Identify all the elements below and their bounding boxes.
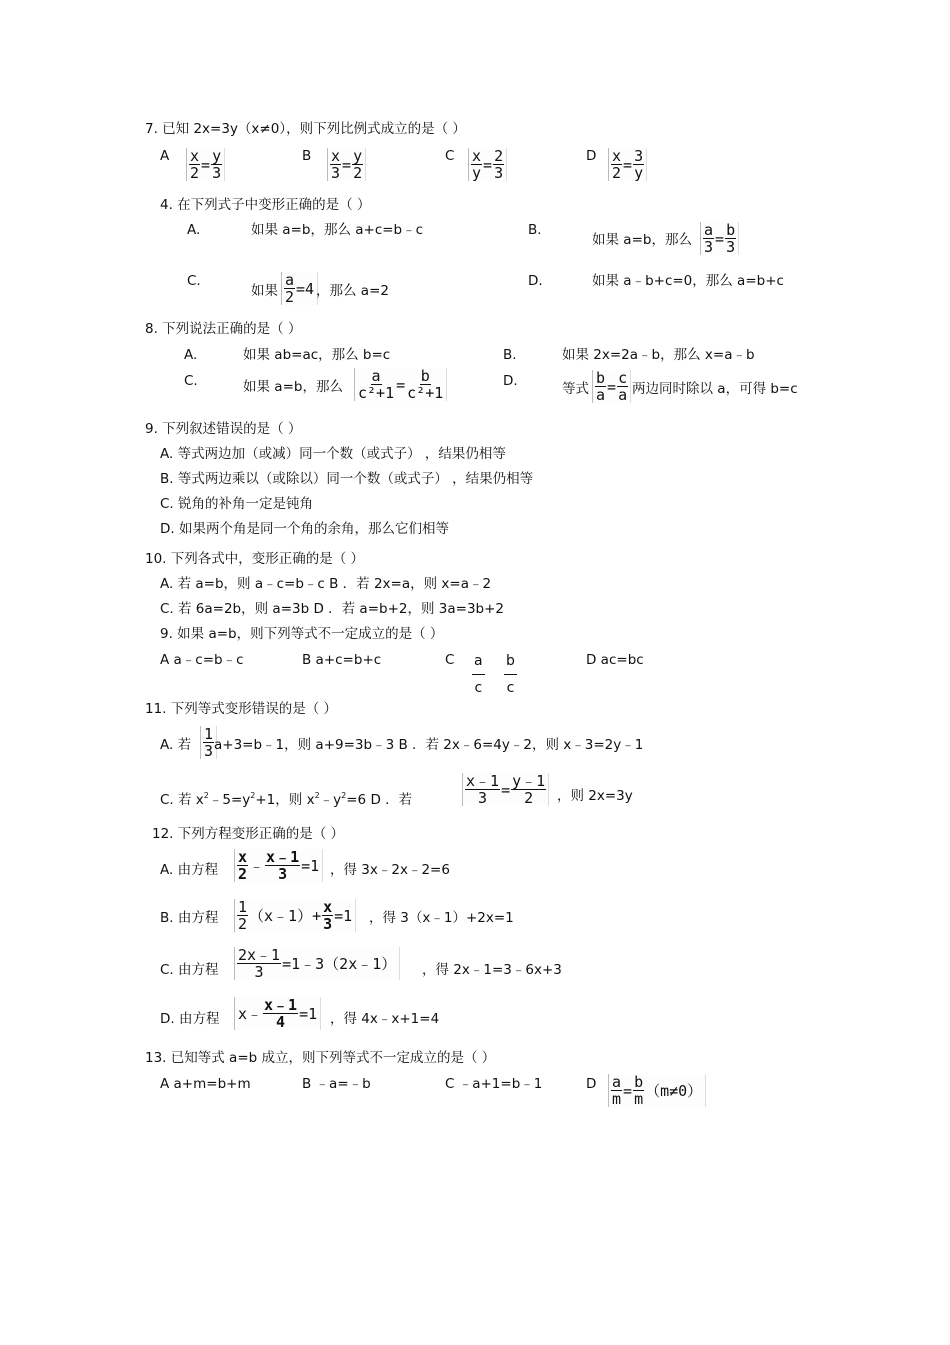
q11-d-equals: = — [501, 780, 511, 799]
q9b-stem: 9. 如果 a=b，则下列等式不一定成立的是（ ） — [160, 626, 444, 642]
q12-d-tail: =1 — [299, 1004, 318, 1023]
q13-d-equals: = — [623, 1081, 633, 1100]
q10-stem: 10. 下列各式中，变形正确的是（ ） — [145, 551, 365, 567]
q11-c-part-5: =6 D ．若 — [346, 792, 413, 808]
q4-b-numerator-2: b — [726, 221, 736, 239]
q8-option-d-label: D. — [503, 373, 518, 389]
q12-a-denominator-1: 2 — [238, 865, 248, 883]
q12-b-numerator-2: x — [323, 898, 333, 916]
q8-c-numerator-1: a — [371, 367, 381, 385]
q9b-option-c-fraction-1 — [472, 648, 485, 701]
q7-stem: 7. 已知 2x=3y（x≠0），则下列比例式成立的是（ ） — [145, 121, 466, 137]
q4-b-denominator-1: 3 — [704, 238, 714, 256]
q7-d-denominator-1: 2 — [612, 164, 622, 182]
q7-option-b-label: B — [302, 148, 312, 164]
q8-c-numerator-2: b — [420, 367, 430, 385]
q7-option-c-fraction — [468, 148, 507, 181]
q12-option-c-equation — [234, 947, 400, 980]
q4-option-b-text: 如果 a=b，那么 — [592, 232, 692, 248]
q11-c-part-1: C. 若 x — [160, 792, 204, 808]
q12-c-denominator: 3 — [254, 963, 264, 981]
q12-a-numerator-2: x﹣1 — [266, 848, 300, 866]
q9a-option-d: D. 如果两个角是同一个角的余角，那么它们相等 — [160, 521, 449, 537]
q12-option-d-prefix: D. 由方程 — [160, 1011, 220, 1027]
q11-c-exponent-4: 2 — [341, 791, 347, 800]
q11-c-exponent-3: 2 — [314, 791, 320, 800]
q4-c-numerator: a — [285, 271, 295, 289]
q11-option-a-rest: a+3=b﹣1，则 a+9=3b﹣3 B ．若 2x﹣6=4y﹣2，则 x﹣3=2y﹣1 — [214, 737, 644, 753]
q4-c-denominator: 2 — [285, 288, 295, 306]
q7-d-denominator-2: y — [634, 164, 644, 182]
q4-c-equals: =4 — [296, 279, 315, 298]
q7-d-numerator-1: x — [612, 147, 622, 165]
q8-d-denominator-2: a — [618, 386, 628, 404]
q13-option-b: B ﹣a=﹣b — [302, 1076, 371, 1092]
q11-d-denominator-1: 3 — [478, 789, 488, 807]
q12-option-a-equation — [234, 849, 323, 882]
q7-c-numerator-2: 2 — [494, 147, 504, 165]
q12-option-b-equation — [234, 899, 356, 932]
q7-b-numerator-2: y — [353, 147, 363, 165]
q7-c-equals: = — [483, 155, 493, 174]
q7-c-denominator-2: 3 — [494, 164, 504, 182]
q8-option-b-text: 如果 2x=2a﹣b，那么 x=a﹣b — [562, 347, 755, 363]
q4-option-d-text: 如果 a﹣b+c=0，那么 a=b+c — [592, 273, 784, 289]
q8-c-denominator-1: c²+1 — [358, 384, 395, 402]
q4-option-c-label: C. — [187, 273, 201, 289]
q9a-option-b: B. 等式两边乘以（或除以）同一个数（或式子） ，结果仍相等 — [160, 471, 534, 487]
q12-option-c-suffix: ，得 2x﹣1=3﹣6x+3 — [422, 962, 562, 978]
q7-option-a-label: A — [160, 148, 170, 164]
q7-c-numerator-1: x — [472, 147, 482, 165]
q12-option-b-prefix: B. 由方程 — [160, 910, 219, 926]
q4-option-c-prefix: 如果 — [251, 283, 278, 299]
q12-d-numerator: x﹣1 — [264, 996, 298, 1014]
q9b-c-denominator-2: c — [506, 680, 515, 696]
q9b-option-a: A a﹣c=b﹣c — [160, 652, 244, 668]
q7-a-numerator-2: y — [212, 147, 222, 165]
q9b-option-c-fraction-2 — [504, 648, 517, 701]
q12-b-tail: =1 — [334, 906, 353, 925]
q12-a-numerator-1: x — [238, 848, 248, 866]
q4-option-a-text: 如果 a=b，那么 a+c=b﹣c — [251, 222, 424, 238]
q13-d-numerator-1: a — [612, 1073, 622, 1091]
q8-d-denominator-1: a — [596, 386, 606, 404]
q7-a-numerator-1: x — [190, 147, 200, 165]
q7-a-equals: = — [201, 155, 211, 174]
q8-option-d-prefix: 等式 — [562, 381, 589, 397]
q8-option-c-label: C. — [184, 373, 198, 389]
q12-option-d-equation — [234, 997, 321, 1030]
q11-a-denominator: 3 — [204, 742, 214, 760]
q12-d-lead: x﹣ — [238, 1005, 263, 1023]
q12-b-denominator-2: 3 — [323, 915, 333, 933]
q7-b-numerator-1: x — [331, 147, 341, 165]
q12-stem: 12. 下列方程变形正确的是（ ） — [152, 826, 345, 842]
q9a-option-c: C. 锐角的补角一定是钝角 — [160, 496, 314, 512]
q7-c-denominator-1: y — [472, 164, 482, 182]
q11-a-numerator: 1 — [204, 725, 214, 743]
q4-option-d-label: D. — [528, 273, 543, 289]
q8-option-d-fraction — [592, 370, 631, 403]
q7-a-denominator-2: 3 — [212, 164, 222, 182]
q11-c-exponent-2: 2 — [250, 791, 256, 800]
q12-c-numerator: 2x﹣1 — [238, 946, 281, 964]
q10-options-cd: C. 若 6a=2b，则 a=3b D ．若 a=b+2，则 3a=3b+2 — [160, 601, 505, 617]
q13-option-a: A a+m=b+m — [160, 1076, 251, 1092]
q12-option-a-suffix: ，得 3x﹣2x﹣2=6 — [330, 862, 450, 878]
q11-d-denominator-2: 2 — [524, 789, 534, 807]
q7-a-denominator-1: 2 — [190, 164, 200, 182]
q7-b-denominator-2: 2 — [353, 164, 363, 182]
q8-option-c-fraction — [354, 368, 447, 401]
q8-option-a-label: A. — [184, 347, 198, 363]
q12-a-minus: ﹣ — [249, 857, 265, 875]
q7-d-equals: = — [623, 155, 633, 174]
q13-option-d-fraction — [608, 1074, 706, 1107]
q8-c-denominator-2: c²+1 — [407, 384, 444, 402]
q4-b-equals: = — [715, 229, 725, 248]
q12-b-denominator-1: 2 — [238, 915, 248, 933]
q13-d-denominator-2: m — [634, 1090, 644, 1108]
q12-b-numerator-1: 1 — [238, 898, 248, 916]
q8-c-equals: = — [396, 375, 406, 394]
q8-d-numerator-1: b — [596, 369, 606, 387]
q9a-stem: 9. 下列叙述错误的是（ ） — [145, 421, 302, 437]
q12-b-middle: （x﹣1）+ — [249, 907, 322, 925]
q7-option-d-label: D — [586, 148, 597, 164]
q4-option-c-suffix: ，那么 a=2 — [316, 283, 389, 299]
q11-c-exponent-1: 2 — [203, 791, 209, 800]
q4-option-b-label: B. — [528, 222, 542, 238]
q12-option-b-suffix: ，得 3（x﹣1）+2x=1 — [369, 910, 514, 926]
q9b-c-numerator-2: b — [504, 648, 517, 675]
q13-option-c: C ﹣a+1=b﹣1 — [445, 1076, 543, 1092]
q7-b-equals: = — [342, 155, 352, 174]
q12-option-c-prefix: C. 由方程 — [160, 962, 219, 978]
q7-option-b-fraction — [327, 148, 366, 181]
q12-c-tail: =1﹣3（2x﹣1） — [282, 955, 397, 973]
q12-d-denominator: 4 — [276, 1013, 286, 1031]
q11-option-d-suffix: ，则 2x=3y — [557, 788, 633, 804]
q12-option-d-suffix: ，得 4x﹣x+1=4 — [330, 1011, 440, 1027]
q11-option-d-fraction — [462, 773, 549, 806]
q4-b-numerator-1: a — [704, 221, 714, 239]
q11-option-a-prefix: A. 若 — [160, 737, 192, 753]
q4-option-a-label: A. — [187, 222, 201, 238]
q9b-c-denominator-1: c — [474, 680, 483, 696]
q4-stem: 4. 在下列式子中变形正确的是（ ） — [160, 197, 371, 213]
q11-option-c — [160, 787, 412, 809]
q4-b-denominator-2: 3 — [726, 238, 736, 256]
q11-c-part-4: ﹣y — [319, 792, 342, 808]
q8-d-numerator-2: c — [618, 369, 628, 387]
q11-c-part-3: +1，则 x — [255, 792, 315, 808]
q12-a-tail: =1 — [301, 856, 320, 875]
q11-d-numerator-2: y﹣1 — [512, 772, 546, 790]
q12-a-denominator-2: 3 — [278, 865, 288, 883]
q9a-option-a: A. 等式两边加（或减）同一个数（或式子） ，结果仍相等 — [160, 446, 506, 462]
q8-option-a-text: 如果 ab=ac，那么 b=c — [243, 347, 391, 363]
q11-stem: 11. 下列等式变形错误的是（ ） — [145, 701, 338, 717]
q9b-c-numerator-1: a — [472, 648, 485, 675]
q13-d-denominator-1: m — [612, 1090, 622, 1108]
q13-d-numerator-2: b — [634, 1073, 644, 1091]
q8-option-c-text: 如果 a=b，那么 — [243, 379, 343, 395]
q8-option-b-label: B. — [503, 347, 517, 363]
q13-stem: 13. 已知等式 a=b 成立，则下列等式不一定成立的是（ ） — [145, 1050, 496, 1066]
q12-option-a-prefix: A. 由方程 — [160, 862, 219, 878]
q9b-option-c-label: C — [445, 652, 455, 668]
q7-option-d-fraction — [608, 148, 647, 181]
q13-d-condition: （m≠0） — [645, 1082, 703, 1100]
q8-d-equals: = — [607, 377, 617, 396]
q7-d-numerator-2: 3 — [634, 147, 644, 165]
q11-c-part-2: ﹣5=y — [208, 792, 251, 808]
q7-b-denominator-1: 3 — [331, 164, 341, 182]
q10-options-ab: A. 若 a=b，则 a﹣c=b﹣c B ．若 2x=a，则 x=a﹣2 — [160, 576, 492, 592]
q7-option-a-fraction — [186, 148, 225, 181]
q4-option-c-fraction — [281, 272, 318, 305]
q11-d-numerator-1: x﹣1 — [466, 772, 500, 790]
q7-option-c-label: C — [445, 148, 455, 164]
q4-option-b-fraction — [700, 222, 739, 255]
q8-option-d-suffix: 两边同时除以 a，可得 b=c — [632, 381, 798, 397]
q13-option-d-label: D — [586, 1076, 597, 1092]
q9b-option-d: D ac=bc — [586, 652, 644, 668]
q8-stem: 8. 下列说法正确的是（ ） — [145, 321, 302, 337]
q9b-option-b: B a+c=b+c — [302, 652, 382, 668]
